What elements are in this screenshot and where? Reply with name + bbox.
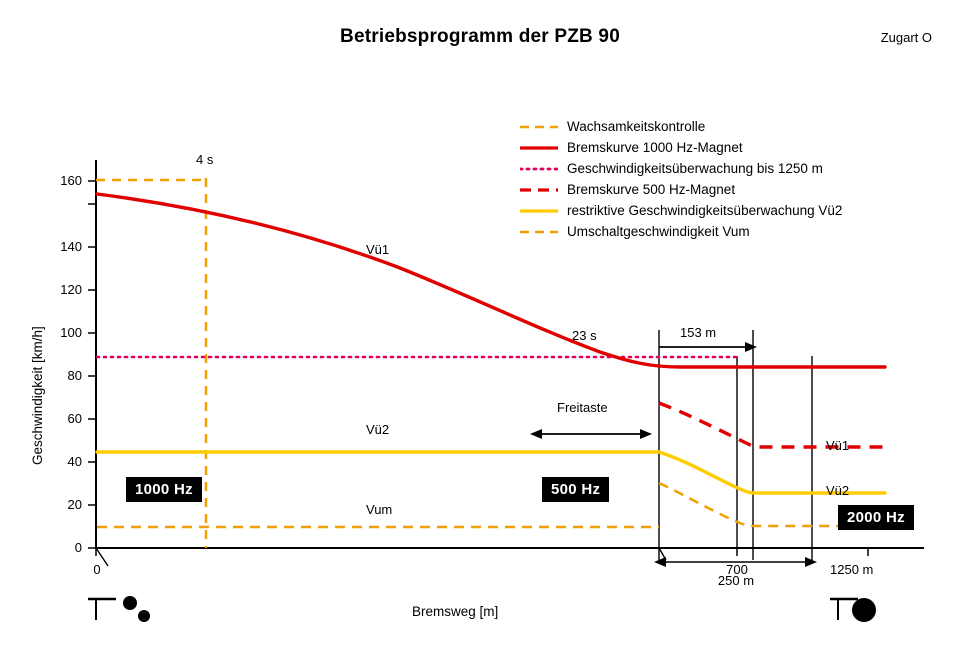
legend-label-2: Geschwindigkeitsüberwachung bis 1250 m bbox=[567, 161, 823, 176]
y-tick-0: 0 bbox=[74, 540, 82, 555]
annotation-153m: 153 m bbox=[680, 325, 717, 340]
y-tick-120: 120 bbox=[60, 282, 82, 297]
x-tick-1250m: 1250 m bbox=[830, 562, 874, 577]
page-title: Betriebsprogramm der PZB 90 bbox=[340, 26, 620, 47]
y-tick-160: 160 bbox=[60, 173, 82, 188]
x-tick-250m: 250 m bbox=[717, 573, 755, 588]
legend-item-3 bbox=[520, 179, 842, 200]
legend-label-5: Umschaltgeschwindigkeit Vum bbox=[567, 224, 750, 239]
x-axis-label: Bremsweg [m] bbox=[412, 604, 499, 619]
y-tick-80: 80 bbox=[67, 368, 82, 383]
right-label-vu2: Vü2 bbox=[826, 483, 850, 498]
legend-item-4 bbox=[520, 200, 842, 221]
y-tick-140: 140 bbox=[60, 239, 82, 254]
y-axis-label: Geschwindigkeit [km/h] bbox=[30, 326, 45, 465]
legend-item-2 bbox=[520, 158, 842, 179]
legend-label-3: Bremskurve 500 Hz-Magnet bbox=[567, 182, 736, 197]
curve-label-vu1: Vü1 bbox=[366, 242, 390, 257]
legend-swatch-wachsamkeitskontrolle bbox=[520, 121, 558, 133]
train-type-label: Zugart O bbox=[880, 30, 932, 45]
legend-swatch-umschaltgeschwindigkeit bbox=[520, 226, 558, 238]
y-tick-40: 40 bbox=[67, 454, 82, 469]
magnet-500hz-badge: 500 Hz bbox=[542, 477, 609, 502]
right-label-vu1: Vü1 bbox=[826, 438, 850, 453]
annotation-freitaste: Freitaste bbox=[557, 400, 608, 415]
legend-swatch-geschwindigkeitsueberwachung bbox=[520, 163, 558, 175]
legend-swatch-restriktive-vu2 bbox=[520, 205, 558, 217]
legend-swatch-bremskurve-1000hz bbox=[520, 142, 558, 154]
curve-label-vu2: Vü2 bbox=[366, 422, 390, 437]
y-tick-100: 100 bbox=[60, 325, 82, 340]
y-tick-60: 60 bbox=[67, 411, 82, 426]
legend-item-1 bbox=[520, 137, 842, 158]
legend-item-0 bbox=[520, 116, 842, 137]
x-tick-700: 700 bbox=[726, 562, 748, 577]
legend-swatch-bremskurve-500hz bbox=[520, 184, 558, 196]
magnet-2000hz-badge: 2000 Hz bbox=[838, 505, 914, 530]
y-tick-20: 20 bbox=[67, 497, 82, 512]
annotation-23s: 23 s bbox=[572, 328, 597, 343]
legend-label-4: restriktive Geschwindigkeitsüberwachung Vü2 bbox=[567, 203, 843, 218]
legend-label-0: Wachsamkeitskontrolle bbox=[567, 119, 706, 134]
x-tick-0: 0 bbox=[93, 562, 101, 577]
curve-label-vum: Vum bbox=[366, 502, 393, 517]
magnet-1000hz-badge: 1000 Hz bbox=[126, 477, 202, 502]
annotation-4s: 4 s bbox=[196, 152, 214, 167]
chart-legend bbox=[520, 116, 842, 242]
legend-label-1: Bremskurve 1000 Hz-Magnet bbox=[567, 140, 743, 155]
legend-item-5 bbox=[520, 221, 842, 242]
